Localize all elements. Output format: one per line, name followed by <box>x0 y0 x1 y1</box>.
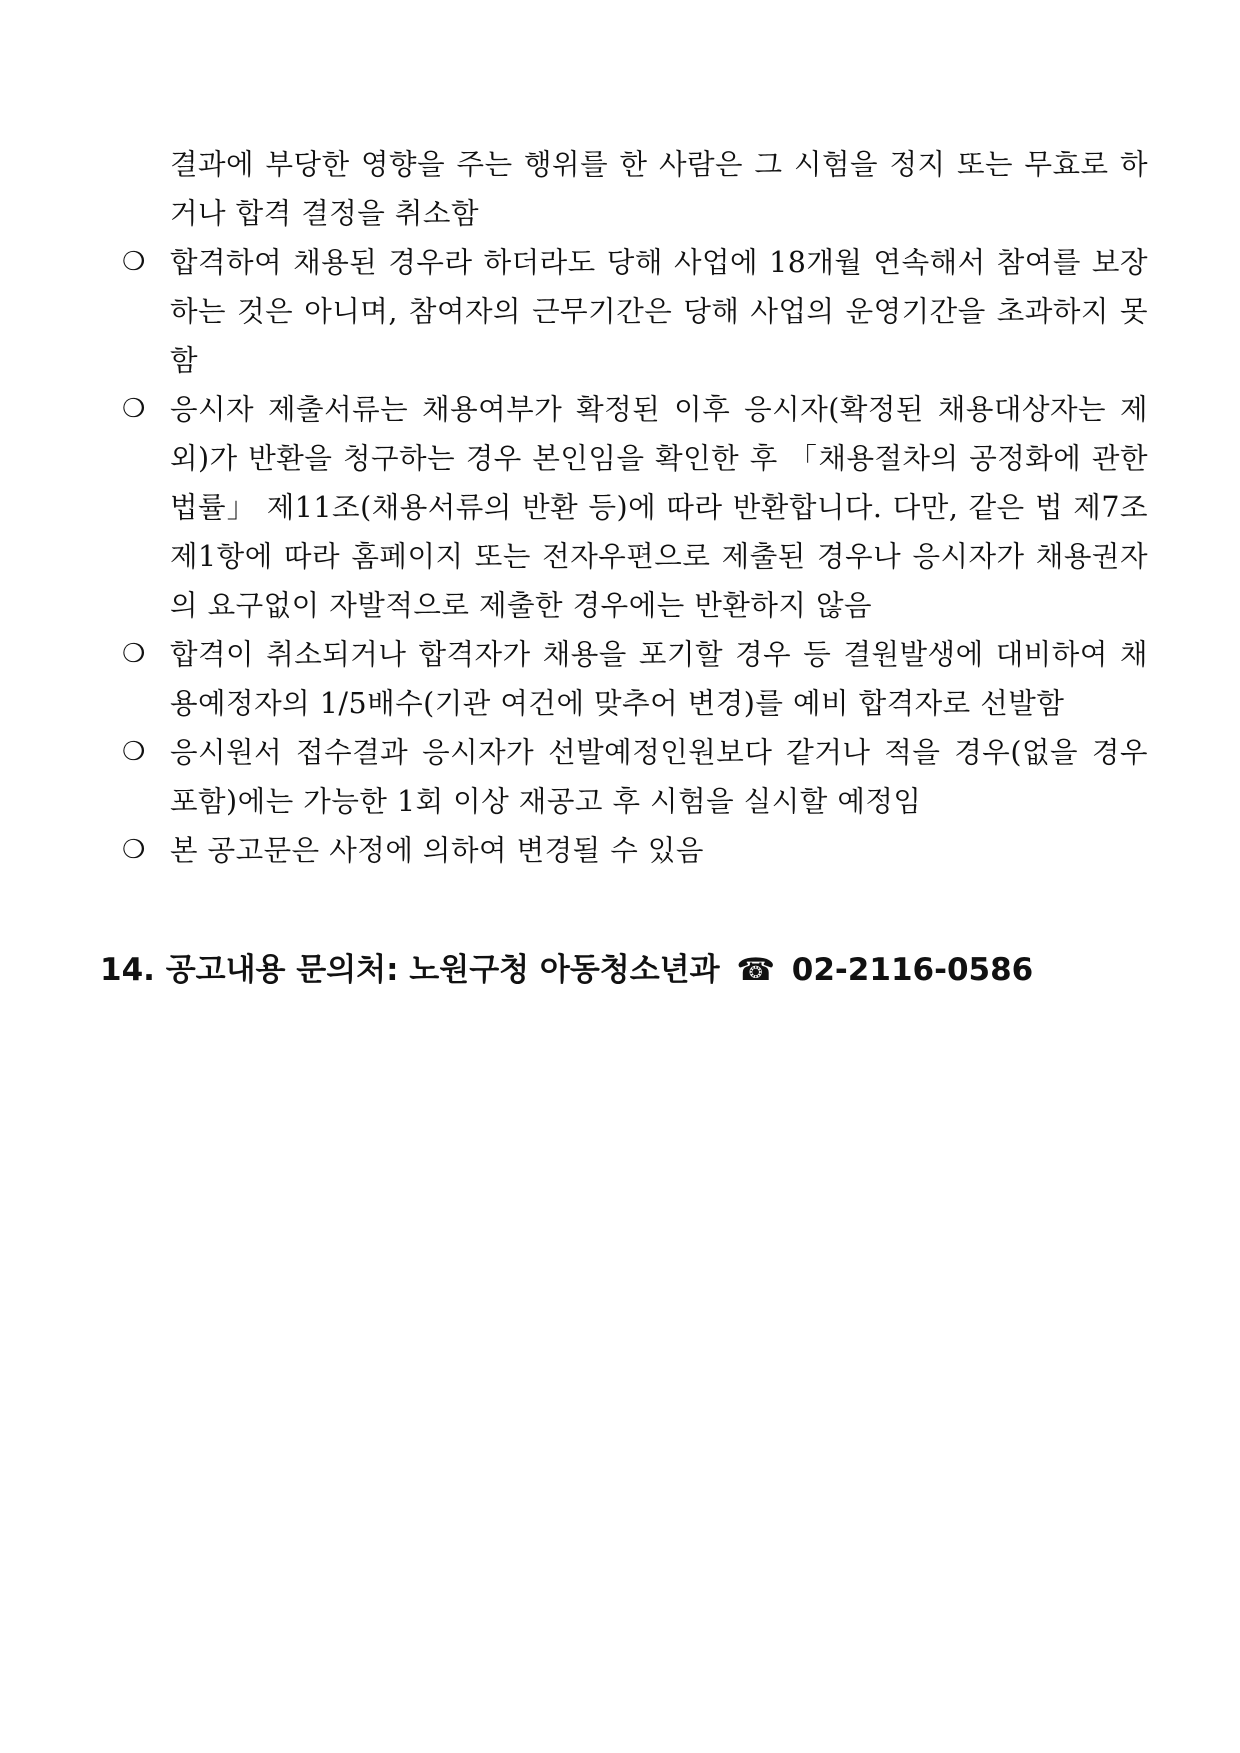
circle-bullet-icon: ❍ <box>122 639 146 669</box>
list-item <box>118 140 1148 238</box>
notice-body <box>118 140 1148 875</box>
list-item-text: 응시자 제출서류는 채용여부가 확정된 이후 응시자(확정된 채용대상자는 제외)가 반환을 청구하는 경우 본인임을 확인한 후 「채용절차의 공정화에 관한 법률」 제11조(채용서류의 반환 등)에 따라 반환합니다. 다만, 같은 법 제7조 제1항에 따라 홈페이지 또는 전자우편으로 제출된 경우나 응시자가 채용권자의 요구없이 자발적으로 제출한 경우에는 반환하지 않음 <box>170 393 1148 622</box>
list-item <box>118 728 1148 826</box>
circle-bullet-icon: ❍ <box>122 835 146 865</box>
section-heading: 14. 공고내용 문의처: 노원구청 아동청소년과 <box>100 952 720 988</box>
list-item <box>118 826 1148 875</box>
list-item-text: 합격이 취소되거나 합격자가 채용을 포기할 경우 등 결원발생에 대비하여 채용예정자의 1/5배수(기관 여건에 맞추어 변경)를 예비 합격자로 선발함 <box>170 638 1148 720</box>
list-item-text: 결과에 부당한 영향을 주는 행위를 한 사람은 그 시험을 정지 또는 무효로 하거나 합격 결정을 취소함 <box>170 148 1148 230</box>
list-item <box>118 630 1148 728</box>
list-item-text: 본 공고문은 사정에 의하여 변경될 수 있음 <box>170 834 704 867</box>
circle-bullet-icon: ❍ <box>122 247 146 277</box>
list-item-text: 합격하여 채용된 경우라 하더라도 당해 사업에 18개월 연속해서 참여를 보장하는 것은 아니며, 참여자의 근무기간은 당해 사업의 운영기간을 초과하지 못함 <box>170 246 1148 377</box>
list-item-text: 응시원서 접수결과 응시자가 선발예정인원보다 같거나 적을 경우(없을 경우 포함)에는 가능한 1회 이상 재공고 후 시험을 실시할 예정임 <box>170 736 1148 818</box>
circle-bullet-icon: ❍ <box>122 737 146 767</box>
phone-number: 02-2116-0586 <box>791 952 1034 988</box>
circle-bullet-icon: ❍ <box>122 394 146 424</box>
phone-icon: ☎ <box>736 952 775 988</box>
list-item <box>118 385 1148 630</box>
list-item <box>118 238 1148 385</box>
contact-section <box>100 950 1140 990</box>
